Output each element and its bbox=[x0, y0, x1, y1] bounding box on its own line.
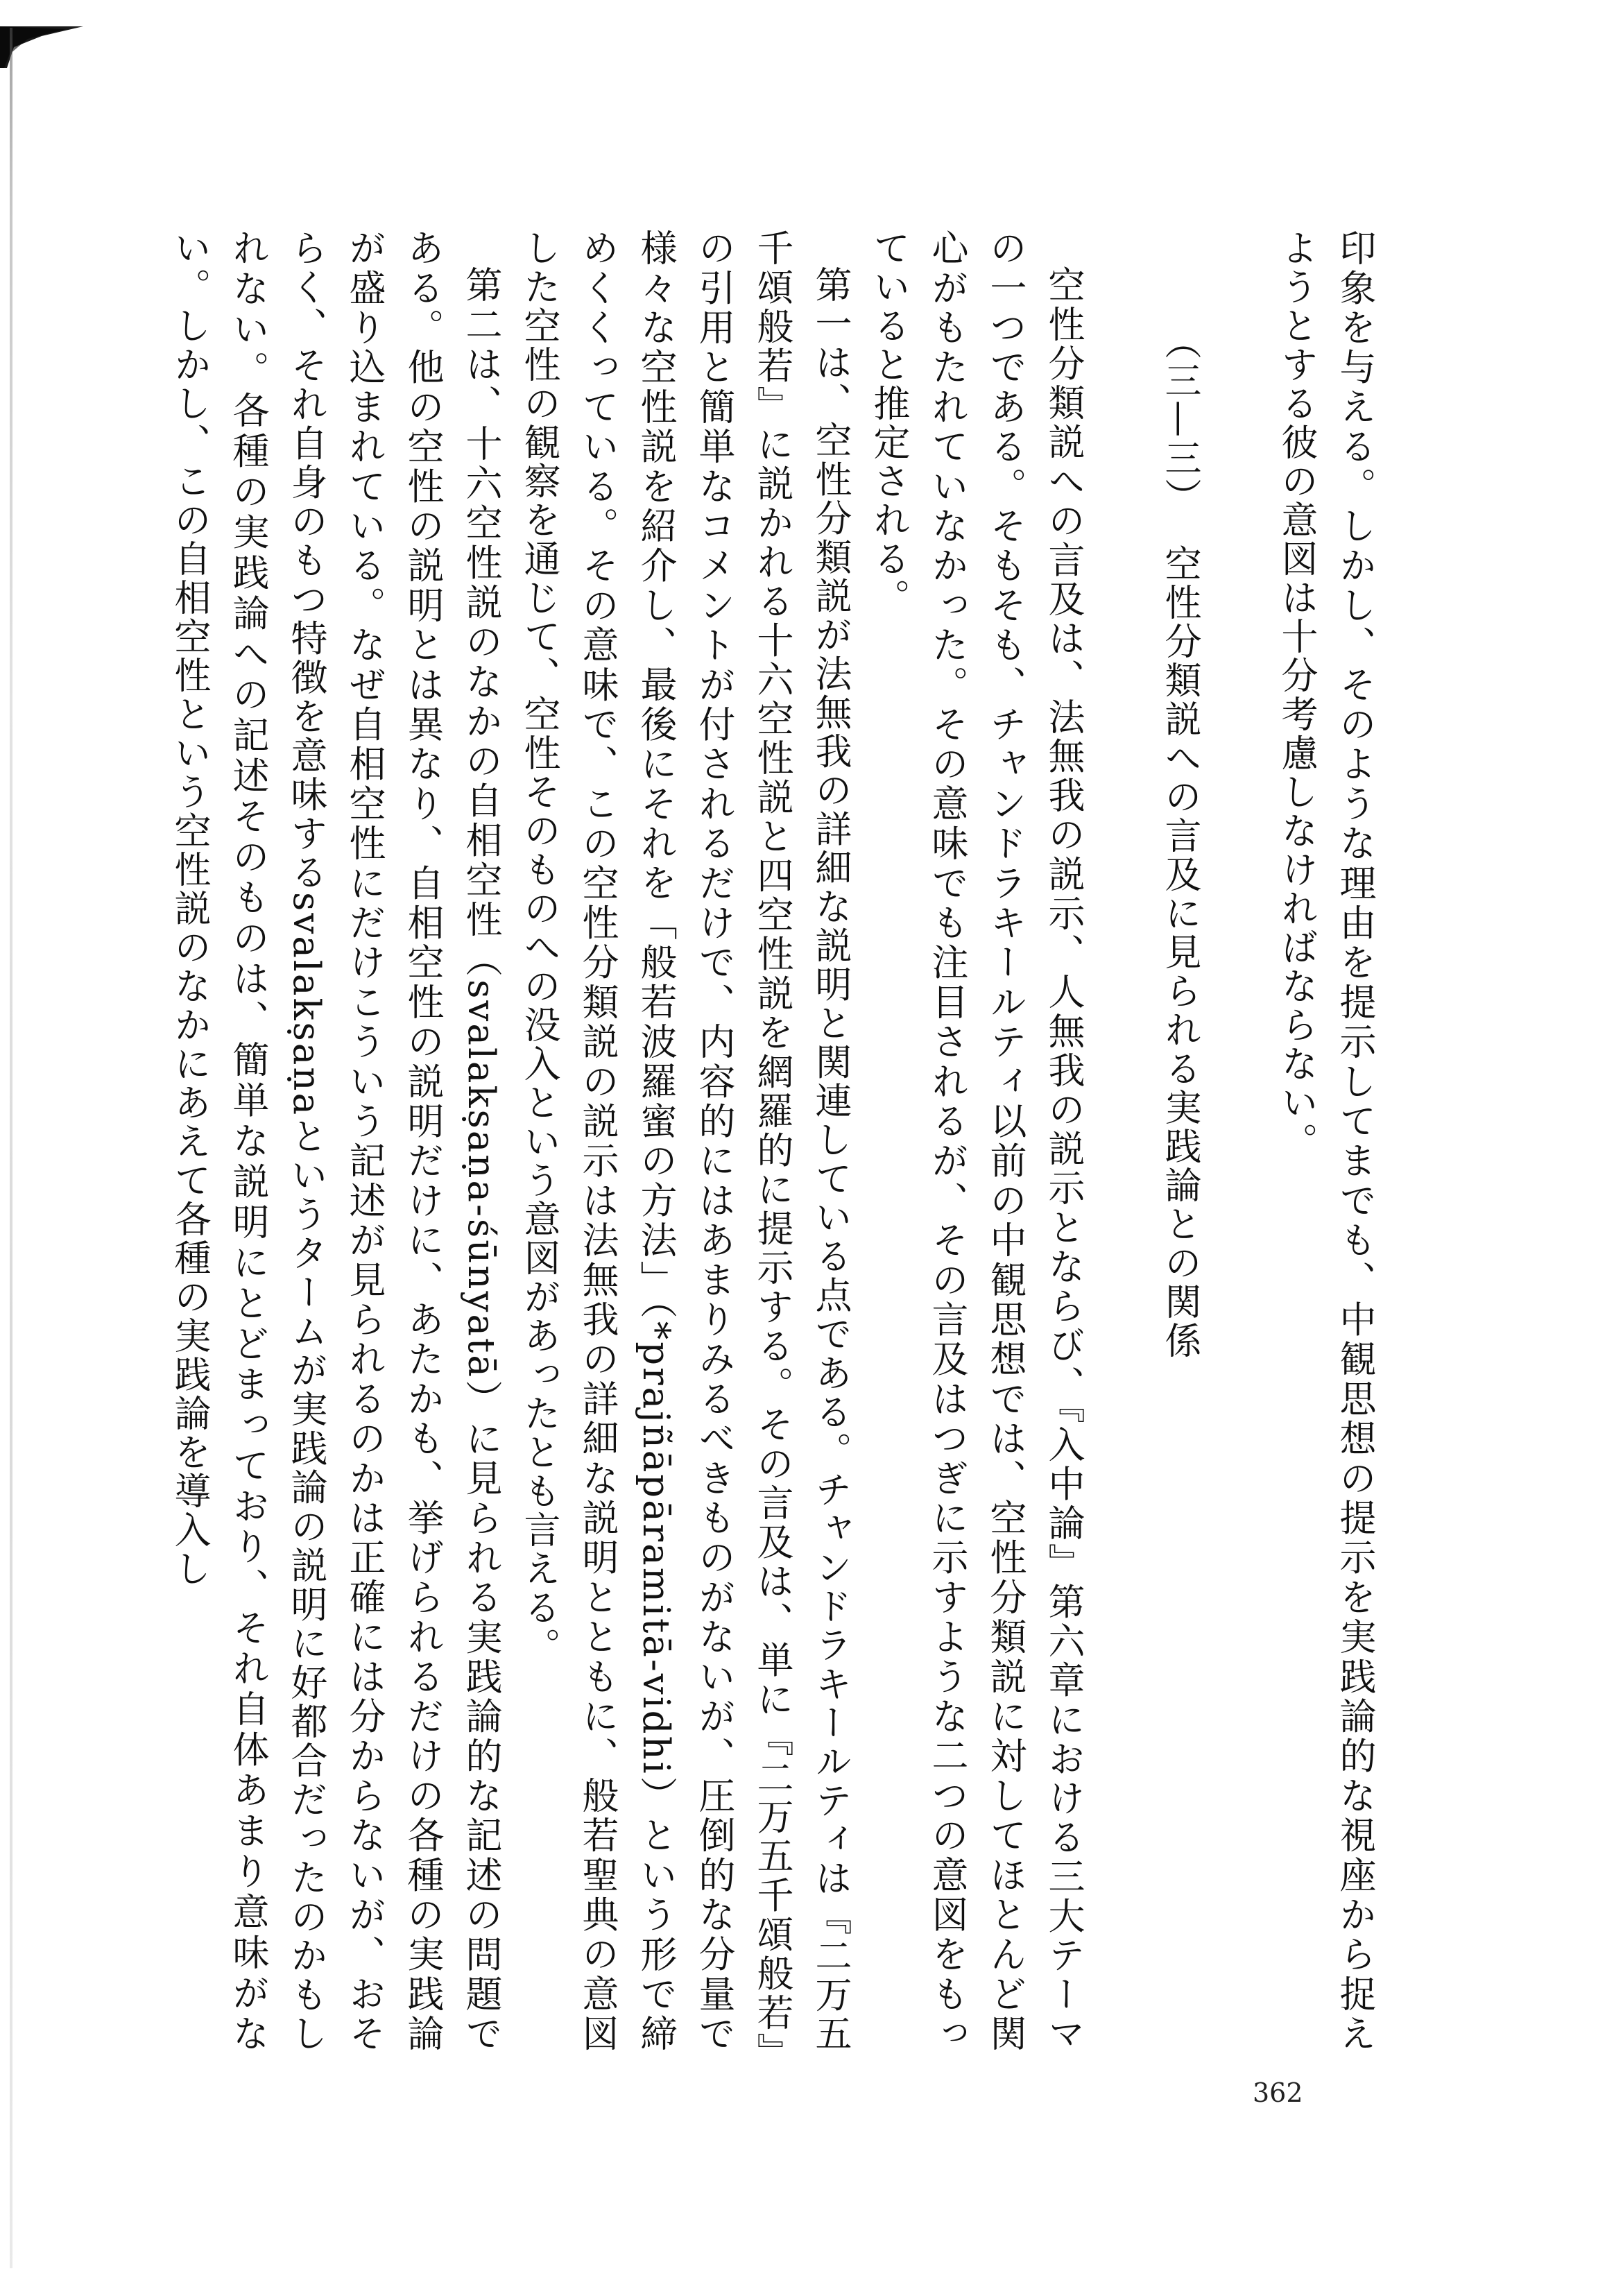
paragraph-first: 第一は、空性分類説が法無我の詳細な説明と関連している点である。チャンドラキールティは『二万五千頌般若』に説かれる十六空性説と四空性説を網羅的に提示する。その言及は、単に『二万五千頌般若』の引用と簡単なコメントが付されるだけで、内容的にはあまりみるべきものがないが、圧倒的な分量で様々な空性説を紹介し、最後にそれを「般若波羅蜜の方法」（*prajñāpāramitā-vidhi）という形で締めくくっている。その意味で、この空性分類説の説示は法無我の詳細な説明とともに、般若聖典の意図した空性の観察を通じて、空性そのものへの没入という意図があったとも言える。 bbox=[518, 229, 852, 2053]
paragraph-continuation: 印象を与える。しかし、そのような理由を提示してまでも、中観思想の提示を実践論的な視座から捉えようとする彼の意図は十分考慮しなければならない。 bbox=[1276, 229, 1376, 2053]
section-title: 空性分類説への言及に見られる実践論との関係 bbox=[1159, 545, 1201, 1360]
paragraph-intro: 空性分類説への言及は、法無我の説示、人無我の説示とならび、『入中論』第六章における三大テーマの一つである。そもそも、チャンドラキールティ以前の中観思想では、空性分類説に対してほとんど関心がもたれていなかった。その意味でも注目されるが、その言及はつぎに示すような二つの意図をもっていると推定される。 bbox=[868, 229, 1085, 2053]
section-heading bbox=[1151, 229, 1209, 2053]
section-spacer bbox=[1209, 229, 1267, 2053]
scan-left-edge bbox=[10, 28, 12, 2268]
section-number: （三—三） bbox=[1159, 323, 1201, 517]
page-number: 362 bbox=[1253, 2077, 1303, 2108]
vertical-text-body bbox=[160, 229, 1384, 2053]
scan-corner-mark bbox=[0, 26, 83, 68]
section-spacer bbox=[1092, 229, 1151, 2053]
paragraph-second: 第二は、十六空性説のなかの自相空性（svalakṣaṇa-śūnyatā）に見られる実践論的な記述の問題である。他の空性の説明とは異なり、自相空性の説明だけに、あたかも、挙げられるだけの各種の実践論が盛り込まれている。なぜ自相空性にだけこういう記述が見られるのかは正確には分からないが、おそらく、それ自身のもつ特徴を意味するsvalakṣaṇaというタームが実践論の説明に好都合だったのかもしれない。各種の実践論への記述そのものは、簡単な説明にとどまっており、それ自体あまり意味がない。しかし、この自相空性という空性説のなかにあえて各種の実践論を導入し bbox=[169, 229, 502, 2053]
